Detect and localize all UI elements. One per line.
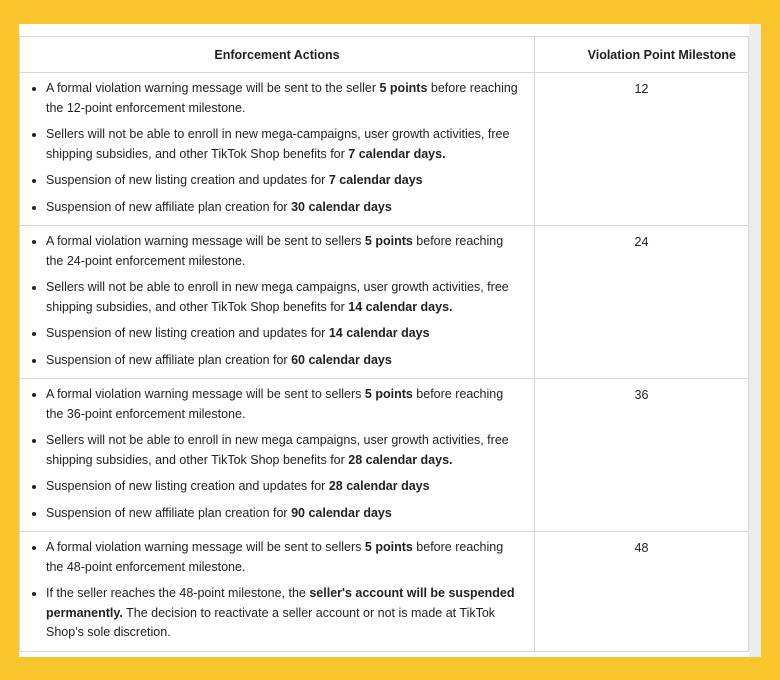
action-emphasis: seller's account will be suspended permanently. xyxy=(46,586,515,620)
header-enforcement-actions: Enforcement Actions xyxy=(20,37,535,73)
action-text: before reaching the 36-point enforcement milestone. xyxy=(46,387,504,421)
action-text: Suspension of new affiliate plan creation for xyxy=(46,352,292,367)
action-list xyxy=(28,538,522,643)
action-list-item xyxy=(46,538,522,577)
enforcement-actions-cell xyxy=(20,379,535,532)
action-text: If the seller reaches the 48-point milestone, the xyxy=(46,586,310,600)
action-text: Sellers will not be able to enroll in new mega-campaigns, user growth activities, free shipping subsidies, and other TikTok Shop benefits for xyxy=(46,127,510,161)
action-list-item xyxy=(46,504,522,524)
action-emphasis: 30 calendar days xyxy=(291,199,392,214)
enforcement-actions-cell xyxy=(20,73,535,226)
action-emphasis: 5 points xyxy=(364,234,413,248)
violation-point-milestone-cell: 48 xyxy=(535,532,749,652)
action-emphasis: 7 calendar days xyxy=(328,173,423,187)
action-text: Sellers will not be able to enroll in new mega campaigns, user growth activities, free shipping subsidies, and other TikTok Shop benefits for xyxy=(46,280,509,314)
action-text: The decision to reactivate a seller account or not is made at TikTok Shop's sole discretion. xyxy=(46,605,496,639)
action-list-item xyxy=(46,198,522,218)
action-list-item xyxy=(46,385,522,424)
table-header-row xyxy=(20,37,749,73)
violation-point-milestone-cell: 12 xyxy=(535,73,749,226)
action-text: Suspension of new listing creation and updates for xyxy=(46,479,329,493)
action-text: Suspension of new listing creation and updates for xyxy=(46,326,329,340)
violation-point-milestone-cell: 36 xyxy=(535,379,749,532)
action-emphasis: 28 calendar days xyxy=(328,479,430,493)
action-text: Sellers will not be able to enroll in new mega campaigns, user growth activities, free shipping subsidies, and other TikTok Shop benefits for xyxy=(46,433,509,467)
action-text: Suspension of new affiliate plan creation for xyxy=(46,199,292,214)
table-row xyxy=(20,532,749,652)
enforcement-actions-cell xyxy=(20,226,535,379)
action-emphasis: 28 calendar days. xyxy=(348,452,453,467)
action-list xyxy=(28,232,522,370)
action-list-item xyxy=(46,278,522,317)
action-emphasis: 14 calendar days xyxy=(328,326,430,340)
violation-point-milestone-cell: 24 xyxy=(535,226,749,379)
content-panel xyxy=(19,24,761,657)
action-emphasis: 7 calendar days. xyxy=(348,146,446,161)
action-list-item xyxy=(46,584,522,643)
action-list xyxy=(28,79,522,217)
enforcement-actions-cell xyxy=(20,532,535,652)
action-list-item xyxy=(46,79,522,118)
action-list-item xyxy=(46,232,522,271)
action-list xyxy=(28,385,522,523)
action-text: Suspension of new listing creation and updates for xyxy=(46,173,329,187)
action-text: before reaching the 24-point enforcement milestone. xyxy=(46,234,504,268)
action-text: A formal violation warning message will be sent to sellers xyxy=(46,540,365,554)
table-row xyxy=(20,226,749,379)
action-list-item xyxy=(46,351,522,371)
enforcement-table xyxy=(19,36,749,652)
action-text: A formal violation warning message will be sent to sellers xyxy=(46,234,365,248)
action-list-item xyxy=(46,431,522,470)
table-row xyxy=(20,73,749,226)
action-list-item xyxy=(46,324,522,344)
action-text: Suspension of new affiliate plan creation for xyxy=(46,505,292,520)
table-row xyxy=(20,379,749,532)
header-violation-point-milestone: Violation Point Milestone xyxy=(535,37,749,73)
action-text: A formal violation warning message will be sent to sellers xyxy=(46,387,365,401)
action-emphasis: 5 points xyxy=(379,81,428,95)
action-emphasis: 14 calendar days. xyxy=(348,299,453,314)
action-text: before reaching the 12-point enforcement milestone. xyxy=(46,81,518,115)
action-emphasis: 5 points xyxy=(364,387,413,401)
action-list-item xyxy=(46,125,522,164)
action-emphasis: 60 calendar days xyxy=(291,352,392,367)
action-emphasis: 90 calendar days xyxy=(291,505,392,520)
action-list-item xyxy=(46,171,522,191)
action-text: A formal violation warning message will be sent to the seller xyxy=(46,81,380,95)
action-text: before reaching the 48-point enforcement milestone. xyxy=(46,540,504,574)
action-emphasis: 5 points xyxy=(364,540,413,554)
action-list-item xyxy=(46,477,522,497)
